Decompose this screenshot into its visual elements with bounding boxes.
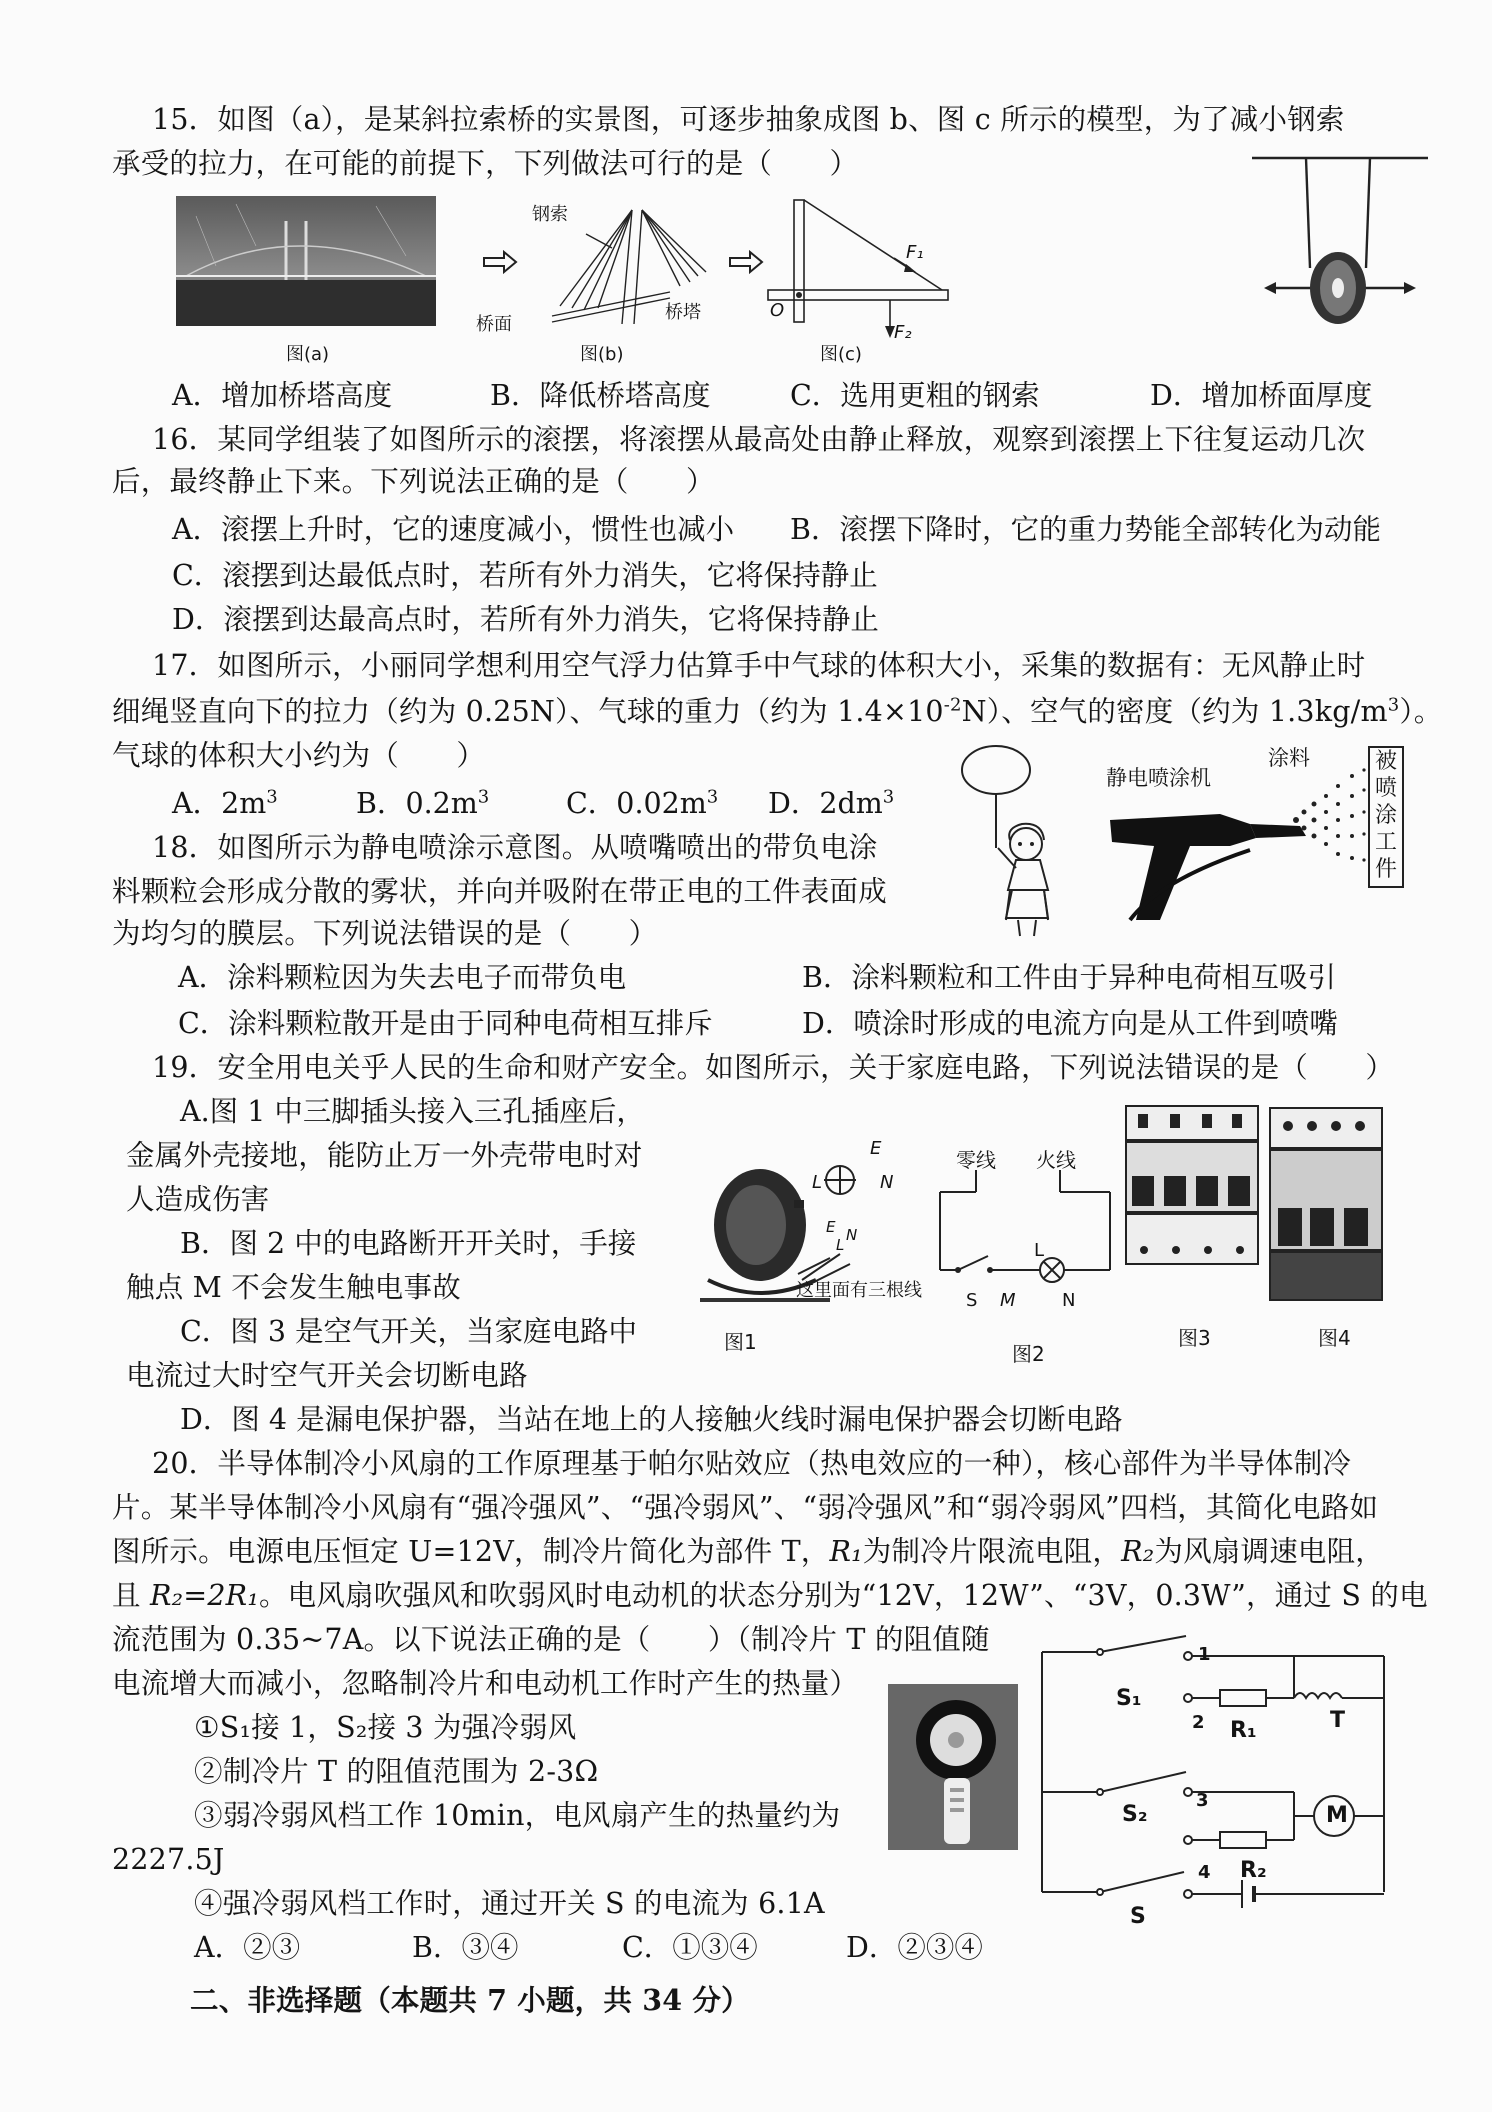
arrow-right-icon bbox=[728, 250, 764, 278]
q20-line3-part3: 为风扇调速电阻， bbox=[1154, 1535, 1384, 1568]
q15-label-gangsuo: 钢索 bbox=[532, 204, 568, 225]
q20-option-a[interactable]: A．②③ bbox=[194, 1931, 301, 1964]
q20-circuit-label-m: M bbox=[1326, 1803, 1348, 1828]
q20-line4-part2: 。电风扇吹强风和吹弱风时电动机的状态分别为“12V，12W”、“3V，0.3W”，通过 S 的电 bbox=[258, 1579, 1428, 1612]
q15-caption-a: 图(a) bbox=[286, 344, 330, 365]
q20-option-d[interactable]: D．②③④ bbox=[846, 1931, 983, 1964]
q19-figure-3-air-switch bbox=[1122, 1102, 1262, 1268]
q17-line2-exp: -2 bbox=[943, 694, 962, 716]
q15-label-o: O bbox=[770, 300, 785, 321]
q17-option-a-text: A．2m bbox=[172, 787, 267, 820]
q19-option-b-line2: 触点 M 不会发生触电事故 bbox=[126, 1271, 461, 1304]
q19-option-c-line1[interactable]: C．图 3 是空气开关，当家庭电路中 bbox=[180, 1315, 638, 1348]
q19-stem-line1: 19．安全用电关乎人民的生命和财产安全。如图所示，关于家庭电路，下列说法错误的是（ ） bbox=[152, 1051, 1395, 1084]
q20-line3-r2: R₂ bbox=[1121, 1535, 1155, 1568]
q19-caption-1: 图1 bbox=[724, 1330, 757, 1354]
q15-stem-line1: 15．如图（a），是某斜拉索桥的实景图，可逐步抽象成图 b、图 c 所示的模型，为了减小钢索 bbox=[152, 103, 1345, 136]
q19-option-a-line2: 金属外壳接地，能防止万一外壳带电时对 bbox=[126, 1139, 643, 1172]
q19-fig2-label-s: S bbox=[966, 1290, 978, 1311]
q15-caption-b: 图(b) bbox=[580, 344, 624, 365]
q19-option-b-line1[interactable]: B．图 2 中的电路断开开关时，手接 bbox=[180, 1227, 637, 1260]
q16-figure-rolling-pendulum bbox=[1250, 148, 1430, 328]
q17-option-a-sup: 3 bbox=[266, 786, 278, 808]
q19-fig2-label-l: L bbox=[1034, 1240, 1045, 1261]
q19-fig1-label-l: L bbox=[812, 1172, 823, 1193]
q18-option-b[interactable]: B．涂料颗粒和工件由于异种电荷相互吸引 bbox=[802, 961, 1336, 994]
q18-option-c[interactable]: C．涂料颗粒散开是由于同种电荷相互排斥 bbox=[178, 1007, 713, 1040]
q20-circuit-label-s: S bbox=[1130, 1904, 1146, 1929]
q20-statement-1: ①S₁接 1，S₂接 3 为强冷弱风 bbox=[194, 1711, 577, 1744]
q17-option-a[interactable] bbox=[172, 784, 278, 824]
arrow-right-icon bbox=[482, 250, 518, 278]
q19-option-a-line3: 人造成伤害 bbox=[126, 1183, 270, 1216]
q20-statement-3b: 2227.5J bbox=[112, 1843, 225, 1876]
q18-paint-particles bbox=[1290, 760, 1370, 880]
q17-option-b-text: B．0.2m bbox=[356, 787, 478, 820]
q19-caption-4: 图4 bbox=[1318, 1326, 1351, 1350]
q15-label-qiaota: 桥塔 bbox=[665, 302, 701, 323]
q19-option-a-line1[interactable]: A.图 1 中三脚插头接入三孔插座后， bbox=[180, 1095, 645, 1128]
q18-stem-line3: 为均匀的膜层。下列说法错误的是（ ） bbox=[112, 917, 658, 950]
q17-stem-line3: 气球的体积大小约为（ ） bbox=[112, 739, 486, 772]
q20-stem-line5: 流范围为 0.35~7A。以下说法正确的是（ ）（制冷片 T 的阻值随 bbox=[112, 1623, 990, 1656]
q19-option-c-line2: 电流过大时空气开关会切断电路 bbox=[126, 1359, 528, 1392]
q20-statement-3a: ③弱冷弱风档工作 10min，电风扇产生的热量约为 bbox=[194, 1799, 841, 1832]
q19-fig1-label-n: N bbox=[880, 1172, 894, 1193]
q17-option-d[interactable] bbox=[768, 784, 894, 824]
q16-stem-line2: 后，最终静止下来。下列说法正确的是（ ） bbox=[112, 465, 715, 498]
q15-option-b[interactable]: B．降低桥塔高度 bbox=[490, 379, 711, 412]
q19-fig1-label-l2: L bbox=[836, 1236, 845, 1254]
q18-workpiece-label-5: 件 bbox=[1374, 857, 1397, 882]
q20-circuit-label-r1: R₁ bbox=[1230, 1718, 1257, 1743]
q16-option-d[interactable]: D．滚摆到达最高点时，若所有外力消失，它将保持静止 bbox=[172, 603, 879, 636]
q20-stem-line2: 片。某半导体制冷小风扇有“强冷强风”、“强冷弱风”、“弱冷强风”和“弱冷弱风”四档，其简化电路如 bbox=[112, 1491, 1379, 1524]
q19-fig2-label-huoxian: 火线 bbox=[1036, 1148, 1076, 1172]
q20-stem-line1: 20．半导体制冷小风扇的工作原理基于帕尔贴效应（热电效应的一种），核心部件为半导体制冷 bbox=[152, 1447, 1352, 1480]
q19-fig2-label-n: N bbox=[1062, 1290, 1076, 1311]
q17-option-d-sup: 3 bbox=[882, 786, 895, 808]
q18-option-d[interactable]: D．喷涂时形成的电流方向是从工件到喷嘴 bbox=[802, 1007, 1338, 1040]
q19-figure-4-leakage-protector bbox=[1266, 1104, 1386, 1304]
q15-stem-line2: 承受的拉力，在可能的前提下，下列做法可行的是（ ） bbox=[112, 147, 859, 180]
q20-line3-part2: 为制冷片限流电阻， bbox=[862, 1535, 1122, 1568]
q20-circuit-label-4: 4 bbox=[1198, 1862, 1211, 1883]
q15-figure-a-bridge-photo bbox=[176, 196, 436, 326]
q18-workpiece-label-3: 涂 bbox=[1374, 803, 1397, 828]
q19-fig2-label-lingxian: 零线 bbox=[956, 1148, 996, 1172]
q17-option-c-text: C．0.02m bbox=[566, 787, 707, 820]
q20-circuit-label-2: 2 bbox=[1192, 1712, 1205, 1733]
q17-line2-part1: 细绳竖直向下的拉力（约为 0.25N）、气球的重力（约为 1.4×10 bbox=[112, 695, 944, 728]
q15-label-qiaomian: 桥面 bbox=[476, 314, 512, 335]
q15-label-f1: F₁ bbox=[906, 242, 924, 263]
q19-fig2-label-m: M bbox=[1000, 1290, 1016, 1311]
q20-circuit-label-t: T bbox=[1330, 1708, 1346, 1733]
q20-line4-r2eq: R₂=2R₁ bbox=[149, 1579, 259, 1612]
q17-line2-part3: ）。 bbox=[1399, 695, 1443, 728]
q19-caption-3: 图3 bbox=[1178, 1326, 1211, 1350]
q18-stem-line1: 18．如图所示为静电喷涂示意图。从喷嘴喷出的带负电涂 bbox=[152, 831, 878, 864]
q20-option-c[interactable]: C．①③④ bbox=[622, 1931, 758, 1964]
q20-circuit-label-1: 1 bbox=[1198, 1644, 1211, 1665]
q15-figure-c-lever-model bbox=[764, 196, 954, 346]
q19-caption-2: 图2 bbox=[1012, 1342, 1045, 1366]
q15-option-a[interactable]: A．增加桥塔高度 bbox=[172, 379, 393, 412]
q18-workpiece-label-2: 喷 bbox=[1374, 776, 1397, 801]
q20-statement-4: ④强冷弱风档工作时，通过开关 S 的电流为 6.1A bbox=[194, 1887, 825, 1920]
q16-stem-line1: 16．某同学组装了如图所示的滚摆，将滚摆从最高处由静止释放，观察到滚摆上下往复运动几次 bbox=[152, 423, 1366, 456]
q20-circuit-label-r2: R₂ bbox=[1240, 1858, 1267, 1883]
q17-option-c-sup: 3 bbox=[706, 786, 719, 808]
q15-caption-c: 图(c) bbox=[820, 344, 862, 365]
q17-stem-line1: 17．如图所示，小丽同学想利用空气浮力估算手中气球的体积大小，采集的数据有：无风静止时 bbox=[152, 649, 1366, 682]
q19-fig1-label-e: E bbox=[870, 1138, 882, 1159]
q15-option-d[interactable]: D．增加桥面厚度 bbox=[1150, 379, 1373, 412]
q19-figure-2-circuit bbox=[930, 1170, 1130, 1300]
q16-option-b[interactable]: B．滚摆下降时，它的重力势能全部转化为动能 bbox=[790, 513, 1381, 546]
q20-figure-circuit bbox=[1034, 1632, 1394, 1932]
q15-option-c[interactable]: C．选用更粗的钢索 bbox=[790, 379, 1040, 412]
q20-circuit-label-3: 3 bbox=[1196, 1790, 1209, 1811]
q18-stem-line2: 料颗粒会形成分散的雾状，并向并吸附在带正电的工件表面成 bbox=[112, 875, 887, 908]
q18-workpiece-label-1: 被 bbox=[1374, 749, 1397, 774]
q17-option-c[interactable] bbox=[566, 784, 718, 824]
q16-option-c[interactable]: C．滚摆到达最低点时，若所有外力消失，它将保持静止 bbox=[172, 559, 878, 592]
q20-line4-part1: 且 bbox=[112, 1579, 150, 1612]
q20-option-b[interactable]: B．③④ bbox=[412, 1931, 519, 1964]
section-2-heading: 二、非选择题（本题共 7 小题，共 34 分） bbox=[190, 1983, 750, 2017]
q20-stem-line3 bbox=[112, 1532, 1384, 1572]
q20-circuit-label-s1: S₁ bbox=[1116, 1686, 1142, 1711]
q18-option-a[interactable]: A．涂料颗粒因为失去电子而带负电 bbox=[178, 961, 627, 994]
q17-figure-girl-balloon bbox=[956, 740, 1086, 940]
q16-option-a[interactable]: A．滚摆上升时，它的速度减小，惯性也减小 bbox=[172, 513, 735, 546]
q19-fig1-label-n2: N bbox=[846, 1226, 858, 1244]
q20-stem-line6: 电流增大而减小，忽略制冷片和电动机工作时产生的热量） bbox=[112, 1667, 859, 1700]
q15-label-f2: F₂ bbox=[894, 322, 912, 343]
q20-statement-2: ②制冷片 T 的阻值范围为 2-3Ω bbox=[194, 1755, 599, 1788]
q17-line2-part2: N）、空气的密度（约为 1.3kg/m bbox=[961, 695, 1388, 728]
q18-workpiece-box bbox=[1368, 746, 1404, 888]
q18-label-paint: 涂料 bbox=[1268, 746, 1310, 770]
q19-fig1-label-three-wires: 这里面有三根线 bbox=[796, 1280, 922, 1301]
q18-workpiece-label-4: 工 bbox=[1374, 830, 1397, 855]
q20-line3-r1: R₁ bbox=[829, 1535, 863, 1568]
q19-option-d[interactable]: D．图 4 是漏电保护器，当站在地上的人接触火线时漏电保护器会切断电路 bbox=[180, 1403, 1123, 1436]
q17-stem-line2 bbox=[112, 692, 1443, 732]
q20-stem-line4 bbox=[112, 1576, 1428, 1616]
q19-fig1-label-e2: E bbox=[826, 1218, 836, 1236]
q20-figure-fan-photo bbox=[888, 1684, 1018, 1850]
q20-circuit-label-s2: S₂ bbox=[1122, 1802, 1148, 1827]
q20-line3-part1: 图所示。电源电压恒定 U=12V，制冷片简化为部件 T， bbox=[112, 1535, 830, 1568]
q17-line2-cube: 3 bbox=[1387, 694, 1400, 716]
q17-option-d-text: D．2dm bbox=[768, 787, 883, 820]
q18-label-machine: 静电喷涂机 bbox=[1106, 766, 1211, 790]
q17-option-b-sup: 3 bbox=[477, 786, 490, 808]
q17-option-b[interactable] bbox=[356, 784, 489, 824]
